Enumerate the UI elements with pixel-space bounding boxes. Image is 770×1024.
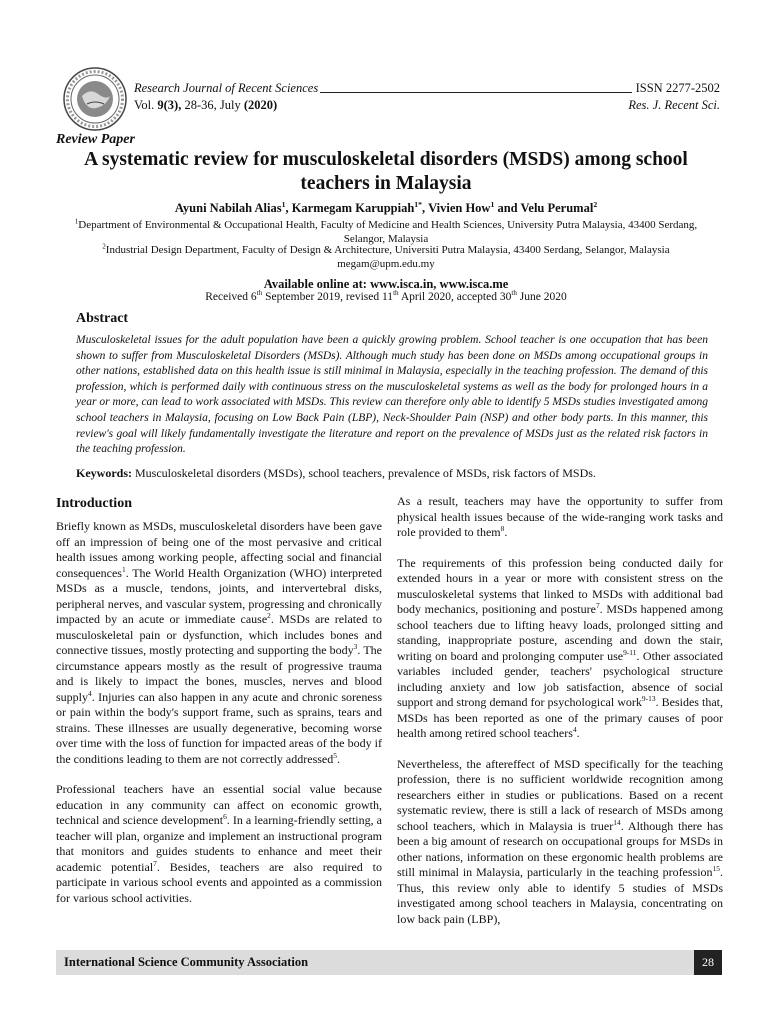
citation-ref: 14 — [613, 817, 621, 827]
issn: ISSN 2277-2502 — [635, 81, 720, 95]
abstract-heading: Abstract — [76, 311, 129, 326]
left-column — [56, 519, 382, 921]
footer-bar — [56, 950, 722, 975]
citation-ref: 6 — [223, 812, 227, 821]
citation-ref: 8 — [500, 524, 505, 533]
right-column — [397, 494, 723, 942]
paper-type: Review Paper — [56, 132, 135, 147]
citation-ref: 5 — [333, 750, 337, 760]
body-paragraph: Nevertheless, the aftereffect of MSD specifically for the teaching profession, there is no sufficient worldwide recognition among researchers either in studies or publications. Based on a recent systematic review, there is still a lack of research of MSDs among school teachers, which in Malaysia is truer$^{14}$. Although there has been a big amount of research on occupational groups for MSDs in other nations, information on these ergonomic health problems are still minimal in Malaysia, particularly in the teaching profession$^{15}$. Thus, this review only able to identify 5 studies of MSDs investigated among school teachers in Malaysia, concentrating on low back pain (LBP), — [397, 756, 723, 926]
body-paragraph: The requirements of this profession being conducted daily for extended hours in a year or more with consistent stress on the musculoskeletal systems that linked to MSDs with additional bad body mechanics, positioning and posture$^7$. MSDs happened among school teachers due to lifting heavy loads, prolonged sitting and standing, inappropriate posture, ascending and down the stair, writing on board and prolonging computer use$^{9-11}$. Other associated variables included gender, teachers' psychological structure including anxiety and low job satisfaction, absence of social support and strong demand for psychological work$^{9-13}$. Besides that, MSDs has been reported as one of the primary causes of poor health among retired school teachers$^4$. — [397, 555, 723, 740]
keywords: Keywords: Musculoskeletal disorders (MSDs), school teachers, prevalence of MSDs, risk factors of MSDs. — [76, 466, 596, 480]
received-dates: Received 6th September 2019, revised 11th April 2020, accepted 30th June 2020 — [205, 289, 567, 303]
citation-ref: 4 — [572, 725, 577, 734]
header-rule — [320, 92, 632, 93]
journal-name: Research Journal of Recent Sciences — [134, 81, 319, 95]
paper-title: A systematic review for musculoskeletal disorders (MSDS) among school teachers in Malaysia — [84, 149, 688, 194]
body-paragraph: Professional teachers have an essential social value because education in any community can affect on economic growth, technical and science development$^6$. In a learning-friendly setting, a teacher will plan, organize and implement an instructional program that monitors and guides students to enhance and meet their academic potential$^7$. Besides, teachers are also required to participate in various school events and appointed as a commission for various school activities. — [56, 782, 382, 905]
citation-ref: 3 — [353, 642, 358, 651]
journal-abbreviation: Res. J. Recent Sci. — [628, 98, 720, 112]
body-paragraph: As a result, teachers may have the opportunity to suffer from physical health issues because of the wide-ranging work tasks and role provided to them$^8$. — [397, 494, 723, 539]
citation-ref: 1 — [121, 564, 126, 574]
citation-ref: 4 — [88, 688, 92, 698]
citation-ref: 7 — [153, 858, 157, 868]
abstract-text: Musculoskeletal issues for the adult population have been a quickly growing problem. School teacher is one occupation that has been shown to suffer from Musculoskeletal Disorders (MSDs). Although much study has been done on MSDs among occupational groups in other nations, established data on this health issue is still minimal in Malaysia, especially in the teaching profession. The demand of this profession, which is performed daily with continuous stress on the musculoskeletal systems as well as the body for prolonged hours in a year or more, can lead to work associated with MSDs. This review can therefore only able to identify 5 MSDs studies investigated among school teachers in Malaysia, focusing on Low Back Pain (LBP), Neck-Shoulder Pain (NSP) and other body parts. In this manner, this review's goal will likely fundamentally investigate the literature and report on the prevalence of MSDs just as the related risk factors in the teaching profession. — [76, 334, 708, 456]
author-list: Ayuni Nabilah Alias$^1$, Karmegam Karuppiah$^{1*}$, Vivien How$^1$ and Velu Perumal$^2$ — [174, 199, 598, 215]
introduction-heading: Introduction — [56, 496, 132, 511]
citation-ref: 9-11 — [623, 647, 637, 657]
footer-organization: International Science Community Association — [64, 955, 309, 969]
available-online: Available online at: www.isca.in, www.isca.me — [263, 277, 509, 291]
citation-ref: 15 — [712, 864, 720, 873]
body-paragraph: Briefly known as MSDs, musculoskeletal disorders have been gave off an impression of being one of the most pervasive and critical health issues among working people, affecting social and financial consequences$^1$. The World Health Organization (WHO) interpreted MSDs as a muscle, tendons, joints, and intervertebral disks, peripheral nerves, and vascular system, progressing and chronically impacted by an acute or immediate cause$^2$. MSDs are related to musculoskeletal pain or dysfunction, which includes bones and connective tissues, mostly protecting and supporting the body$^3$. The circumstance appears mostly as the result of progressive trauma and is likely to impact the bones, muscles, nerves and blood supply$^4$. Injuries can also happen in any acute and chronic soreness or pain within the body's support frame, such as sprains, tears and strains. These illnesses are usually degenerative, becoming worse over time with the loss of function for impacted areas of the body if the conditions leading to them are not correctly addressed$^5$. — [56, 519, 382, 766]
page-number: 28 — [694, 950, 722, 975]
author-name: Velu Perumal — [520, 201, 594, 215]
author-email[interactable]: megam@upm.edu.my — [337, 258, 435, 270]
affiliation-2: $^2$Industrial Design Department, Faculty of Design & Architecture, Universiti Putra Malaysia, 43400 Serdang, Selangor, Malaysia megam@upm.edu.my — [102, 243, 670, 270]
citation-ref: 9-13 — [641, 694, 656, 703]
author-name: Ayuni Nabilah Alias — [174, 201, 282, 215]
citation-ref: 7 — [595, 601, 600, 610]
journal-seal-logo — [62, 66, 128, 132]
affiliation-1: $^1$Department of Environmental & Occupational Health, Faculty of Medicine and Health Sciences, University Putra Malaysia, 43400 Serdang, Selangor, Malaysia — [74, 218, 698, 245]
citation-ref: 2 — [267, 611, 271, 620]
author-name: Vivien How — [428, 201, 491, 215]
author-name: Karmegam Karuppiah — [291, 201, 415, 215]
volume-info: Vol. 9(3), 28-36, July (2020) — [134, 98, 278, 112]
